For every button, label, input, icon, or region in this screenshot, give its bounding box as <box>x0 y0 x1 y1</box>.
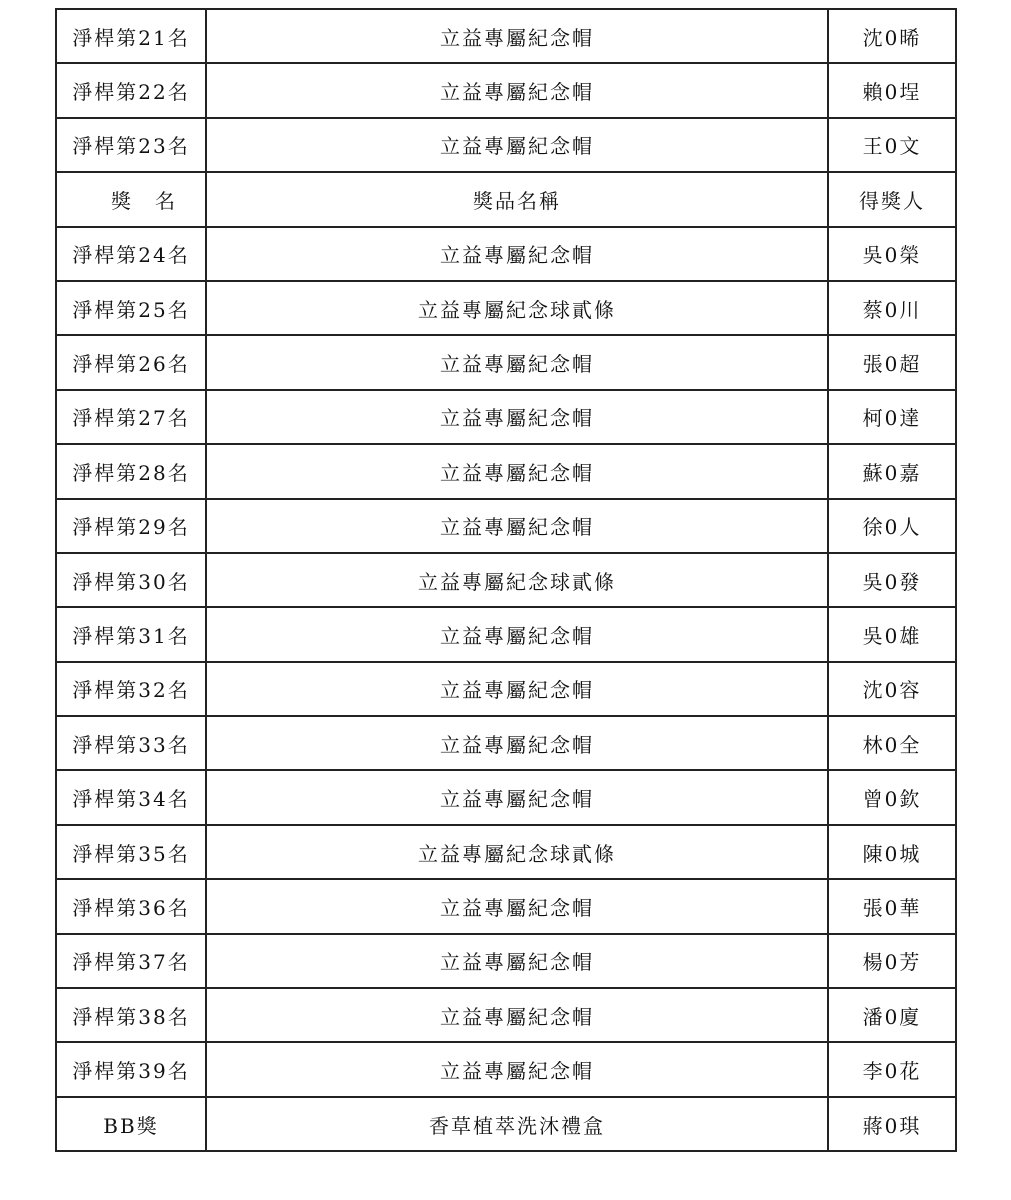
prize-name-cell: 立益專屬紀念帽 <box>206 63 828 117</box>
prize-name-cell: 立益專屬紀念帽 <box>206 118 828 172</box>
table-row <box>56 1097 956 1151</box>
award-name-cell: BB獎 <box>56 1097 206 1151</box>
winner-name-cell: 林0全 <box>828 716 956 770</box>
table-row <box>56 281 956 335</box>
table-row <box>56 770 956 824</box>
winner-name-cell: 王0文 <box>828 118 956 172</box>
award-name-cell: 淨桿第34名 <box>56 770 206 824</box>
award-table <box>55 8 957 1152</box>
winner-name-cell: 吳0雄 <box>828 607 956 661</box>
winner-name-cell: 潘0廈 <box>828 988 956 1042</box>
award-name-cell: 淨桿第22名 <box>56 63 206 117</box>
table-row <box>56 988 956 1042</box>
table-row <box>56 63 956 117</box>
award-name-cell: 淨桿第35名 <box>56 825 206 879</box>
table-row <box>56 1042 956 1096</box>
table-row <box>56 607 956 661</box>
table-row <box>56 499 956 553</box>
winner-name-cell: 賴0埕 <box>828 63 956 117</box>
table-row <box>56 716 956 770</box>
winner-name-cell: 沈0晞 <box>828 9 956 63</box>
winner-name-cell: 沈0容 <box>828 662 956 716</box>
winner-name-cell: 陳0城 <box>828 825 956 879</box>
award-name-cell: 淨桿第39名 <box>56 1042 206 1096</box>
winner-name-cell: 蘇0嘉 <box>828 444 956 498</box>
winner-name-cell: 曾0欽 <box>828 770 956 824</box>
prize-name-cell: 立益專屬紀念帽 <box>206 988 828 1042</box>
prize-name-cell: 立益專屬紀念帽 <box>206 444 828 498</box>
prize-name-cell: 立益專屬紀念球貳條 <box>206 825 828 879</box>
prize-name-cell: 立益專屬紀念帽 <box>206 1042 828 1096</box>
prize-name-cell: 立益專屬紀念球貳條 <box>206 281 828 335</box>
prize-name-cell: 立益專屬紀念帽 <box>206 716 828 770</box>
table-row <box>56 227 956 281</box>
award-name-cell: 淨桿第24名 <box>56 227 206 281</box>
table-row <box>56 335 956 389</box>
winner-name-cell: 吳0榮 <box>828 227 956 281</box>
table-header-row <box>56 172 956 226</box>
prize-name-cell: 立益專屬紀念帽 <box>206 227 828 281</box>
winner-name-cell: 吳0發 <box>828 553 956 607</box>
award-name-cell: 淨桿第31名 <box>56 607 206 661</box>
table-row <box>56 390 956 444</box>
award-name-cell: 淨桿第36名 <box>56 879 206 933</box>
award-name-cell: 淨桿第26名 <box>56 335 206 389</box>
award-name-cell: 淨桿第21名 <box>56 9 206 63</box>
prize-name-cell: 香草植萃洗沐禮盒 <box>206 1097 828 1151</box>
table-row <box>56 825 956 879</box>
prize-name-cell: 立益專屬紀念帽 <box>206 390 828 444</box>
prize-name-cell: 立益專屬紀念球貳條 <box>206 553 828 607</box>
winner-name-cell: 徐0人 <box>828 499 956 553</box>
award-table-body <box>56 9 956 1151</box>
header-winner-name: 得獎人 <box>828 172 956 226</box>
winner-name-cell: 楊0芳 <box>828 934 956 988</box>
award-name-cell: 淨桿第23名 <box>56 118 206 172</box>
table-row <box>56 444 956 498</box>
winner-name-cell: 蔡0川 <box>828 281 956 335</box>
prize-name-cell: 立益專屬紀念帽 <box>206 499 828 553</box>
award-name-cell: 淨桿第28名 <box>56 444 206 498</box>
prize-name-cell: 立益專屬紀念帽 <box>206 662 828 716</box>
prize-name-cell: 立益專屬紀念帽 <box>206 934 828 988</box>
prize-name-cell: 立益專屬紀念帽 <box>206 9 828 63</box>
winner-name-cell: 柯0達 <box>828 390 956 444</box>
table-row <box>56 879 956 933</box>
award-name-cell: 淨桿第29名 <box>56 499 206 553</box>
prize-name-cell: 立益專屬紀念帽 <box>206 770 828 824</box>
header-prize-name: 獎品名稱 <box>206 172 828 226</box>
winner-name-cell: 李0花 <box>828 1042 956 1096</box>
table-row <box>56 553 956 607</box>
winner-name-cell: 蔣0琪 <box>828 1097 956 1151</box>
table-row <box>56 118 956 172</box>
award-name-cell: 淨桿第25名 <box>56 281 206 335</box>
award-name-cell: 淨桿第32名 <box>56 662 206 716</box>
prize-name-cell: 立益專屬紀念帽 <box>206 879 828 933</box>
prize-name-cell: 立益專屬紀念帽 <box>206 335 828 389</box>
header-award-name: 獎 名 <box>56 172 206 226</box>
winner-name-cell: 張0華 <box>828 879 956 933</box>
award-name-cell: 淨桿第27名 <box>56 390 206 444</box>
table-row <box>56 934 956 988</box>
prize-name-cell: 立益專屬紀念帽 <box>206 607 828 661</box>
award-name-cell: 淨桿第38名 <box>56 988 206 1042</box>
table-row <box>56 9 956 63</box>
table-row <box>56 662 956 716</box>
award-name-cell: 淨桿第37名 <box>56 934 206 988</box>
award-name-cell: 淨桿第30名 <box>56 553 206 607</box>
winner-name-cell: 張0超 <box>828 335 956 389</box>
award-name-cell: 淨桿第33名 <box>56 716 206 770</box>
